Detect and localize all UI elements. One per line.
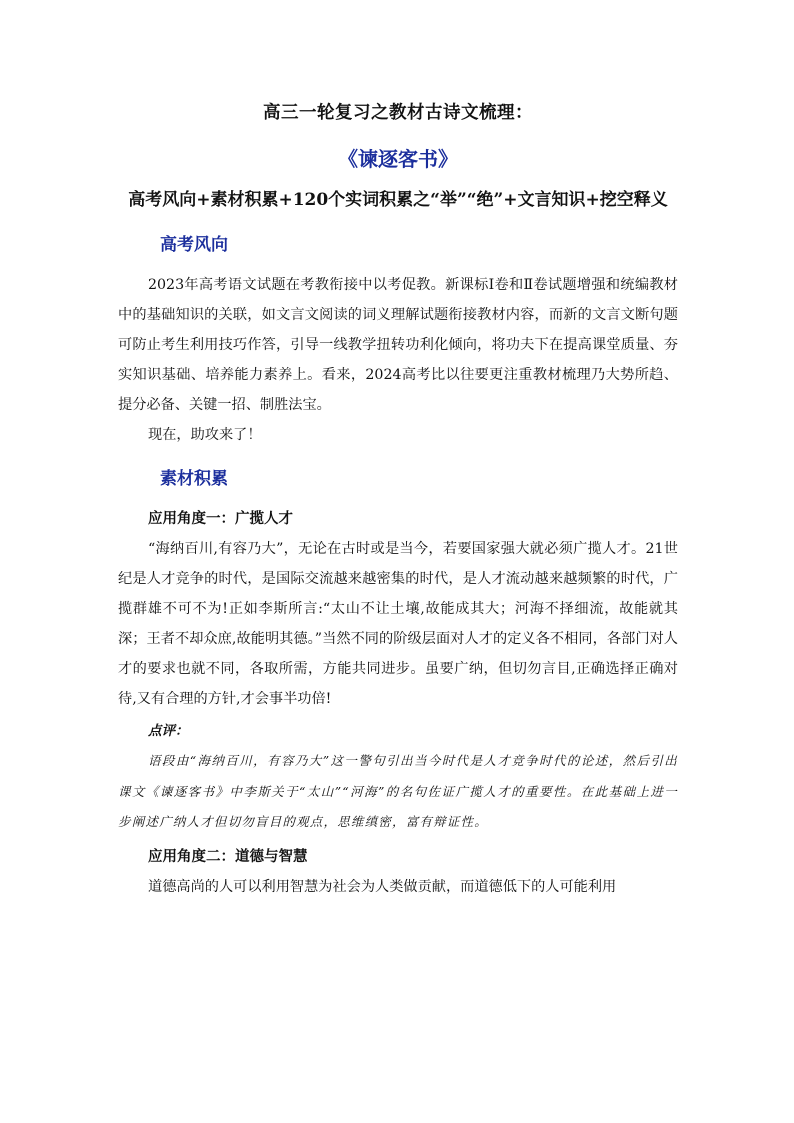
book-title: 《谏逐客书》 bbox=[338, 147, 458, 171]
document-subtitle: 高考风向+素材积累+120个实词积累之“举”“绝”+文言知识+挖空释义 bbox=[128, 190, 668, 210]
section-heading-trend: 高考风向 bbox=[160, 235, 228, 255]
angle1-text: “海纳百川,有容乃大”，无论在古时或是当今，若要国家强大就必须广揽人才。21世纪是人才竞争的时代，是国际交流越来越密集的时代，是人才流动越来越频繁的时代，广揽群雄不可不为!正如李斯所言:“太山不让土壤,故能成其大；河海不择细流，故能就其深；王者不却众庶,故能明其德。”当然不同的阶级层面对人才的定义各不相同，各部门对人才的要求也就不同，各取所需，方能共同进步。虽要广纳，但切勿言目,正确选择正确对待,又有合理的方针,才会事半功倍! bbox=[118, 541, 678, 707]
document-page bbox=[118, 98, 678, 902]
section-heading-material: 素材积累 bbox=[160, 469, 228, 489]
trend-closing: 现在，助攻来了！ bbox=[148, 427, 262, 443]
comment-label: 点评： bbox=[148, 723, 189, 739]
angle2-text: 道德高尚的人可以利用智慧为社会为人类做贡献，而道德低下的人可能利用 bbox=[148, 878, 617, 895]
document-title: 高三一轮复习之教材古诗文梳理： bbox=[263, 103, 533, 123]
angle2-title: 应用角度二：道德与智慧 bbox=[148, 848, 308, 865]
angle1-comment: 语段由“海纳百川，有容乃大”这一警句引出当今时代是人才竞争时代的论述，然后引出课文《谏逐客书》中李斯关于“太山”“河海”的名句佐证广揽人才的重要性。在此基础上进一步阐述广纳人才但切勿盲目的观点，思维缜密，富有辩证性。 bbox=[118, 753, 678, 829]
angle1-title: 应用角度一：广揽人才 bbox=[148, 511, 293, 527]
trend-paragraph: 2023年高考语文试题在考教衔接中以考促教。新课标Ⅰ卷和Ⅱ卷试题增强和统编教材中的基础知识的关联，如文言文阅读的词义理解试题衔接教材内容，而新的文言文断句题可防止考生利用技巧作答，引导一线教学扭转功利化倾向，将功夫下在提高课堂质量、夯实知识基础、培养能力素养上。看来，2024高考比以往要更注重教材梳理乃大势所趋、提分必备、关键一招、制胜法宝。 bbox=[118, 277, 678, 413]
